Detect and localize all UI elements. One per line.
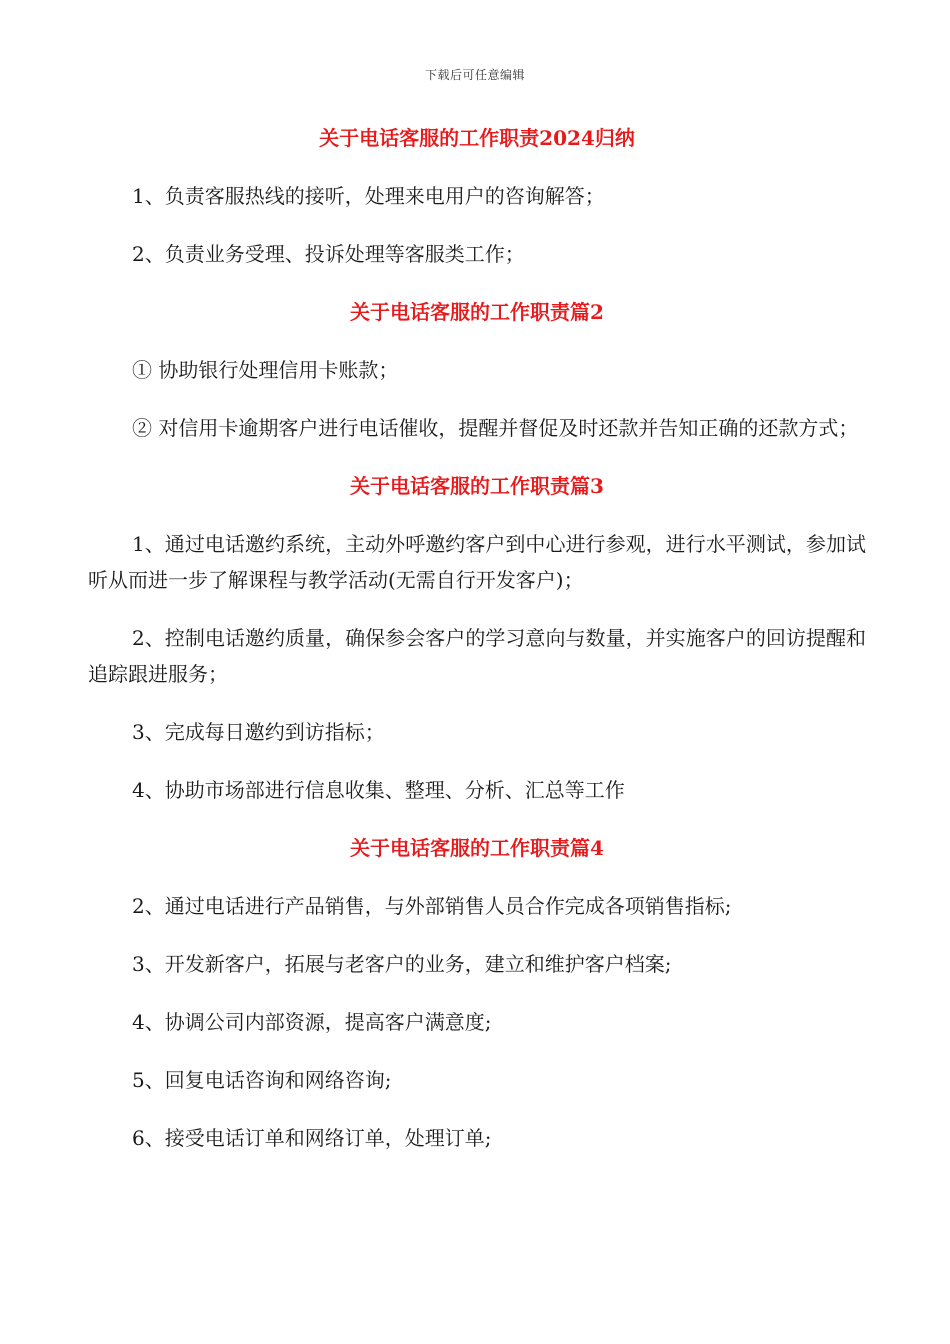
paragraph: 3、开发新客户，拓展与老客户的业务，建立和维护客户档案; xyxy=(132,952,672,976)
paragraph: 4、协调公司内部资源，提高客户满意度; xyxy=(132,1010,492,1034)
section-heading-3: 关于电话客服的工作职责篇3 xyxy=(350,474,604,498)
section-heading-4: 关于电话客服的工作职责篇4 xyxy=(350,836,604,860)
paragraph: ② 对信用卡逾期客户进行电话催收，提醒并督促及时还款并告知正确的还款方式； xyxy=(132,416,859,440)
document-body xyxy=(88,120,866,1156)
paragraph: 3、完成每日邀约到访指标； xyxy=(132,720,385,744)
paragraph: 6、接受电话订单和网络订单，处理订单; xyxy=(132,1126,492,1150)
paragraph: 2、通过电话进行产品销售，与外部销售人员合作完成各项销售指标; xyxy=(132,894,732,918)
paragraph: 2、控制电话邀约质量，确保参会客户的学习意向与数量，并实施客户的回访提醒和追踪跟进服务； xyxy=(88,626,866,686)
section-heading-2: 关于电话客服的工作职责篇2 xyxy=(350,300,604,324)
paragraph: 5、回复电话咨询和网络咨询; xyxy=(132,1068,392,1092)
paragraph: 2、负责业务受理、投诉处理等客服类工作； xyxy=(132,242,525,266)
section-heading-1: 关于电话客服的工作职责2024归纳 xyxy=(319,126,635,150)
header-note: 下载后可任意编辑 xyxy=(424,68,525,82)
paragraph: 1、通过电话邀约系统，主动外呼邀约客户到中心进行参观，进行水平测试，参加试听从而进一步了解课程与教学活动(无需自行开发客户)； xyxy=(88,532,866,592)
paragraph: ① 协助银行处理信用卡账款； xyxy=(132,358,399,382)
paragraph: 4、协助市场部进行信息收集、整理、分析、汇总等工作 xyxy=(132,778,625,802)
paragraph: 1、负责客服热线的接听，处理来电用户的咨询解答； xyxy=(132,184,605,208)
